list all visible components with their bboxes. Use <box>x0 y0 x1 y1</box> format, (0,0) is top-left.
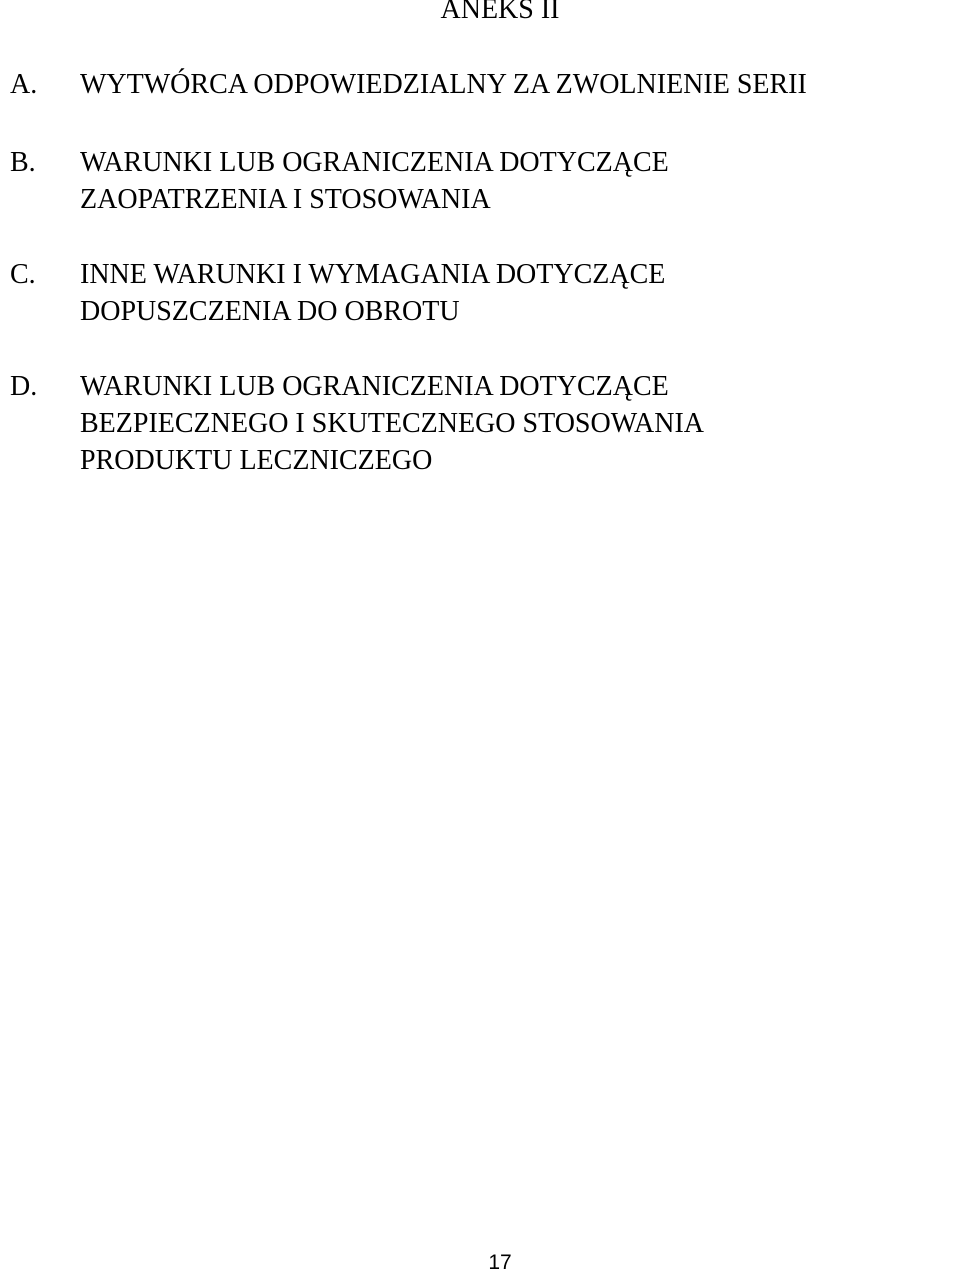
section-heading <box>80 259 665 333</box>
heading-line: DOPUSZCZENIA DO OBROTU <box>80 296 460 327</box>
heading-line: WARUNKI LUB OGRANICZENIA DOTYCZĄCE <box>80 147 669 178</box>
heading-line: PRODUKTU LECZNICZEGO <box>80 445 433 476</box>
section-letter: D. <box>10 371 38 402</box>
section-heading <box>80 147 669 221</box>
page-title: ANEKS II <box>440 0 560 25</box>
heading-line: WARUNKI LUB OGRANICZENIA DOTYCZĄCE <box>80 371 669 402</box>
section-heading <box>80 371 704 482</box>
heading-line: BEZPIECZNEGO I SKUTECZNEGO STOSOWANIA <box>80 408 705 439</box>
page-number: 17 <box>488 1251 512 1274</box>
heading-line: ZAOPATRZENIA I STOSOWANIA <box>80 184 491 215</box>
section-letter: B. <box>10 147 36 178</box>
heading-line: INNE WARUNKI I WYMAGANIA DOTYCZĄCE <box>80 259 666 290</box>
heading-line: WYTWÓRCA ODPOWIEDZIALNY ZA ZWOLNIENIE SERII <box>80 69 807 100</box>
section-letter: A. <box>10 69 38 100</box>
section-letter: C. <box>10 259 36 290</box>
section-heading <box>80 69 807 101</box>
